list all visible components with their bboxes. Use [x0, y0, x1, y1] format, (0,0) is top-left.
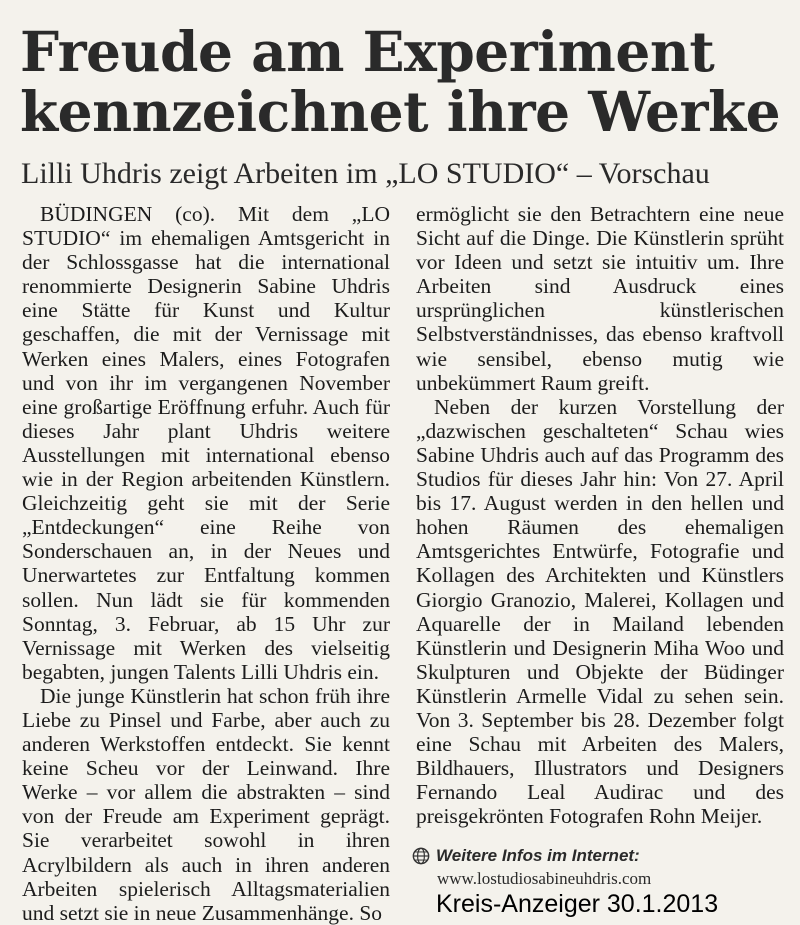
paragraph-intro: BÜDINGEN (co). Mit dem „LO STUDIO“ im ehemaligen Amtsgericht in der Schlossgasse hat die international renommierte Designerin Sabine Uhdris eine Stätte für Kunst und Kultur geschaffen, die mit der Vernissage mit Werken eines Malers, eines Fotografen und von ihr im vergangenen November eine großartige Eröffnung erfuhr. Auch für dieses Jahr plant Uhdris weitere Ausstellungen mit international ebenso wie in der Region arbeitenden Künstlern. Gleichzeitig geht sie mit der Serie „Entdeckungen“ eine Reihe von Sonderschauen an, in der Neues und Unerwartetes zur Entfaltung kommen sollen. Nun lädt sie für kommenden Sonntag, 3. Februar, ab 15 Uhr zur Vernissage mit Werken des vielseitig begabten, jungen Talents Lilli Uhdris ein.: [22, 202, 390, 684]
paragraph-artist: Die junge Künstlerin hat schon früh ihre Liebe zu Pinsel und Farbe, aber auch zu anderen Werkstoffen entdeckt. Sie kennt keine Scheu vor der Leinwand. Ihre Werke – vor allem die abstrakten – sind von der Freude am Experiment geprägt. Sie verarbeitet sowohl in ihren Acrylbildern als auch in ihren anderen Arbeiten spielerisch Alltagsmaterialien und setzt sie in neue Zusammenhänge. So: [22, 683, 390, 925]
website-link[interactable]: www.lostudiosabineuhdris.com: [437, 869, 652, 888]
headline-line-2: kennzeichnet ihre Werke: [20, 79, 781, 144]
web-info: [412, 846, 792, 889]
headline: [20, 19, 790, 144]
source-note: Kreis-Anzeiger 30.1.2013: [436, 890, 719, 918]
globe-icon: [412, 847, 430, 865]
headline-line-1: Freude am Experiment: [20, 19, 715, 84]
article-column-right: [416, 202, 784, 828]
article-column-left: [22, 202, 390, 925]
web-info-label: Weitere Infos im Internet:: [436, 846, 640, 865]
paragraph-continuation: ermöglicht sie den Betrachtern eine neue Sicht auf die Dinge. Die Künstlerin sprüht vor Ideen und setzt sie intuitiv um. Ihre Arbeiten sind Ausdruck eines ursprünglichen künstlerischen Selbstverständnisses, das ebenso kraftvoll wie sensibel, ebenso mutig wie unbekümmert Raum greift.: [416, 202, 784, 395]
subheadline: Lilli Uhdris zeigt Arbeiten im „LO STUDIO“ – Vorschau: [21, 157, 710, 190]
paragraph-program: Neben der kurzen Vorstellung der „dazwischen geschalteten“ Schau wies Sabine Uhdris auch auf das Programm des Studios für dieses Jahr hin: Von 27. April bis 17. August werden in den hellen und hohen Räumen des ehemaligen Amtsgerichtes Entwürfe, Fotografie und Kollagen des Architekten und Künstlers Giorgio Granozio, Malerei, Kollagen und Aquarelle der in Mailand lebenden Künstlerin und Designerin Miha Woo und Skulpturen und Objekte der Büdinger Künstlerin Armelle Vidal zu sehen sein. Von 3. September bis 28. Dezember folgt eine Schau mit Arbeiten des Malers, Bildhauers, Illustrators und Designers Fernando Leal Audirac und des preisgekrönten Fotografen Rohn Meijer.: [416, 394, 784, 829]
